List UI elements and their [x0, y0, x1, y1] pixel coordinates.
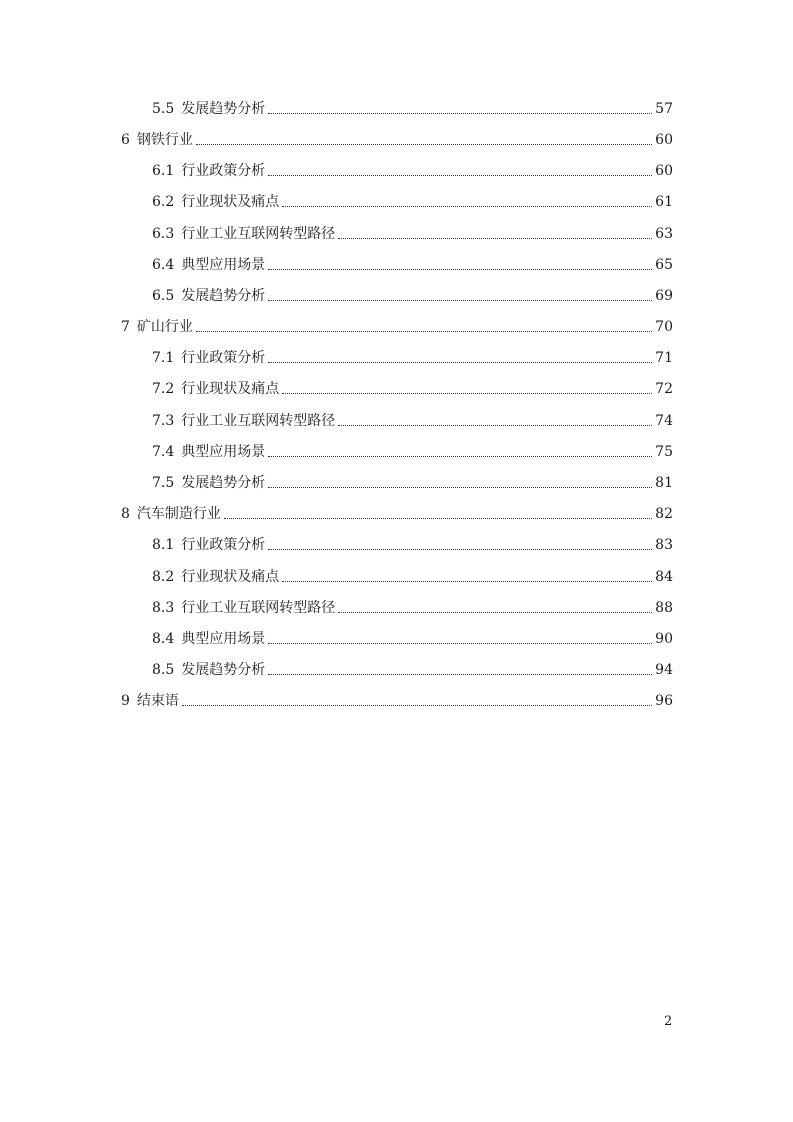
toc-entry-page: 60: [655, 163, 673, 179]
toc-entry-page: 65: [655, 257, 673, 273]
toc-entry[interactable]: [0, 129, 793, 151]
toc-entry-number: 8.1: [152, 537, 175, 553]
toc-entry[interactable]: [0, 597, 793, 619]
toc-entry-title: 发展趋势分析: [181, 475, 266, 491]
toc-entry[interactable]: [0, 659, 793, 681]
toc-entry[interactable]: [0, 690, 793, 712]
dot-leader: [268, 456, 652, 457]
toc-entry-page: 83: [655, 537, 673, 553]
toc-entry-title: 矿山行业: [136, 319, 193, 335]
toc-entry-title: 行业政策分析: [181, 350, 266, 366]
toc-entry-title: 发展趋势分析: [181, 662, 266, 678]
toc-entry-title: 钢铁行业: [136, 132, 193, 148]
dot-leader: [268, 487, 652, 488]
toc-entry-title: 行业政策分析: [181, 163, 266, 179]
toc-entry[interactable]: [0, 534, 793, 556]
toc-entry[interactable]: [0, 378, 793, 400]
toc-entry-title: 汽车制造行业: [136, 506, 221, 522]
toc-entry-title: 典型应用场景: [181, 257, 266, 273]
toc-entry-number: 7.5: [152, 475, 175, 491]
toc-entry-page: 74: [655, 413, 673, 429]
toc-entry-number: 6.5: [152, 288, 175, 304]
toc-entry-number: 8: [121, 506, 130, 522]
toc-entry-title: 行业政策分析: [181, 537, 266, 553]
toc-entry[interactable]: [0, 441, 793, 463]
toc-entry-page: 88: [655, 600, 673, 616]
dot-leader: [196, 144, 652, 145]
dot-leader: [268, 300, 652, 301]
toc-entry-page: 63: [655, 226, 673, 242]
toc-entry[interactable]: [0, 472, 793, 494]
toc-entry[interactable]: [0, 316, 793, 338]
toc-entry-number: 6.2: [152, 194, 175, 210]
toc-entry-number: 7.2: [152, 381, 175, 397]
toc-entry-page: 72: [655, 381, 673, 397]
toc-entry-title: 行业现状及痛点: [181, 381, 280, 397]
toc-entry-number: 7.1: [152, 350, 175, 366]
toc-entry[interactable]: [0, 223, 793, 245]
toc-entry-page: 75: [655, 444, 673, 460]
toc-entry-number: 8.5: [152, 662, 175, 678]
toc-entry-number: 6: [121, 132, 130, 148]
toc-entry-page: 60: [655, 132, 673, 148]
toc-entry[interactable]: [0, 503, 793, 525]
dot-leader: [282, 581, 652, 582]
toc-entry-title: 发展趋势分析: [181, 101, 266, 117]
dot-leader: [338, 238, 652, 239]
page-number: 2: [664, 1014, 673, 1029]
dot-leader: [282, 206, 652, 207]
toc-entry-page: 84: [655, 569, 673, 585]
dot-leader: [268, 175, 652, 176]
dot-leader: [268, 269, 652, 270]
toc-entry-title: 典型应用场景: [181, 444, 266, 460]
toc-entry-page: 69: [655, 288, 673, 304]
dot-leader: [224, 518, 652, 519]
dot-leader: [268, 549, 652, 550]
toc-entry-number: 6.1: [152, 163, 175, 179]
toc-entry-page: 96: [655, 693, 673, 709]
toc-entry[interactable]: [0, 160, 793, 182]
toc-entry[interactable]: [0, 410, 793, 432]
toc-entry[interactable]: [0, 98, 793, 120]
toc-entry-page: 70: [655, 319, 673, 335]
toc-entry-number: 8.4: [152, 631, 175, 647]
toc-entry-title: 行业工业互联网转型路径: [181, 226, 336, 242]
toc-entry-number: 6.3: [152, 226, 175, 242]
toc-entry-page: 61: [655, 194, 673, 210]
toc-entry[interactable]: [0, 628, 793, 650]
dot-leader: [282, 393, 652, 394]
toc-entry[interactable]: [0, 254, 793, 276]
toc-entry-page: 71: [655, 350, 673, 366]
toc-entry-title: 行业工业互联网转型路径: [181, 413, 336, 429]
toc-entry[interactable]: [0, 285, 793, 307]
dot-leader: [196, 331, 652, 332]
toc-entry-number: 6.4: [152, 257, 175, 273]
toc-entry-number: 9: [121, 693, 130, 709]
toc-entry-title: 行业现状及痛点: [181, 194, 280, 210]
toc-entry[interactable]: [0, 191, 793, 213]
toc-entry-number: 7.4: [152, 444, 175, 460]
toc-entry-number: 7.3: [152, 413, 175, 429]
toc-entry-title: 发展趋势分析: [181, 288, 266, 304]
dot-leader: [338, 612, 652, 613]
toc-entry[interactable]: [0, 566, 793, 588]
dot-leader: [268, 362, 652, 363]
toc-entry-number: 8.2: [152, 569, 175, 585]
toc-entry-page: 82: [655, 506, 673, 522]
toc-entry-number: 7: [121, 319, 130, 335]
toc-entry-page: 94: [655, 662, 673, 678]
toc-entry-page: 81: [655, 475, 673, 491]
toc-entry-page: 57: [655, 101, 673, 117]
toc-entry-title: 结束语: [136, 693, 179, 709]
dot-leader: [182, 705, 652, 706]
toc-entry-title: 行业工业互联网转型路径: [181, 600, 336, 616]
toc-entry-number: 5.5: [152, 101, 175, 117]
dot-leader: [338, 425, 652, 426]
toc-entry-title: 典型应用场景: [181, 631, 266, 647]
dot-leader: [268, 113, 652, 114]
toc-entry[interactable]: [0, 347, 793, 369]
toc-entry-number: 8.3: [152, 600, 175, 616]
toc-entry-title: 行业现状及痛点: [181, 569, 280, 585]
toc-entry-page: 90: [655, 631, 673, 647]
dot-leader: [268, 674, 652, 675]
dot-leader: [268, 643, 652, 644]
